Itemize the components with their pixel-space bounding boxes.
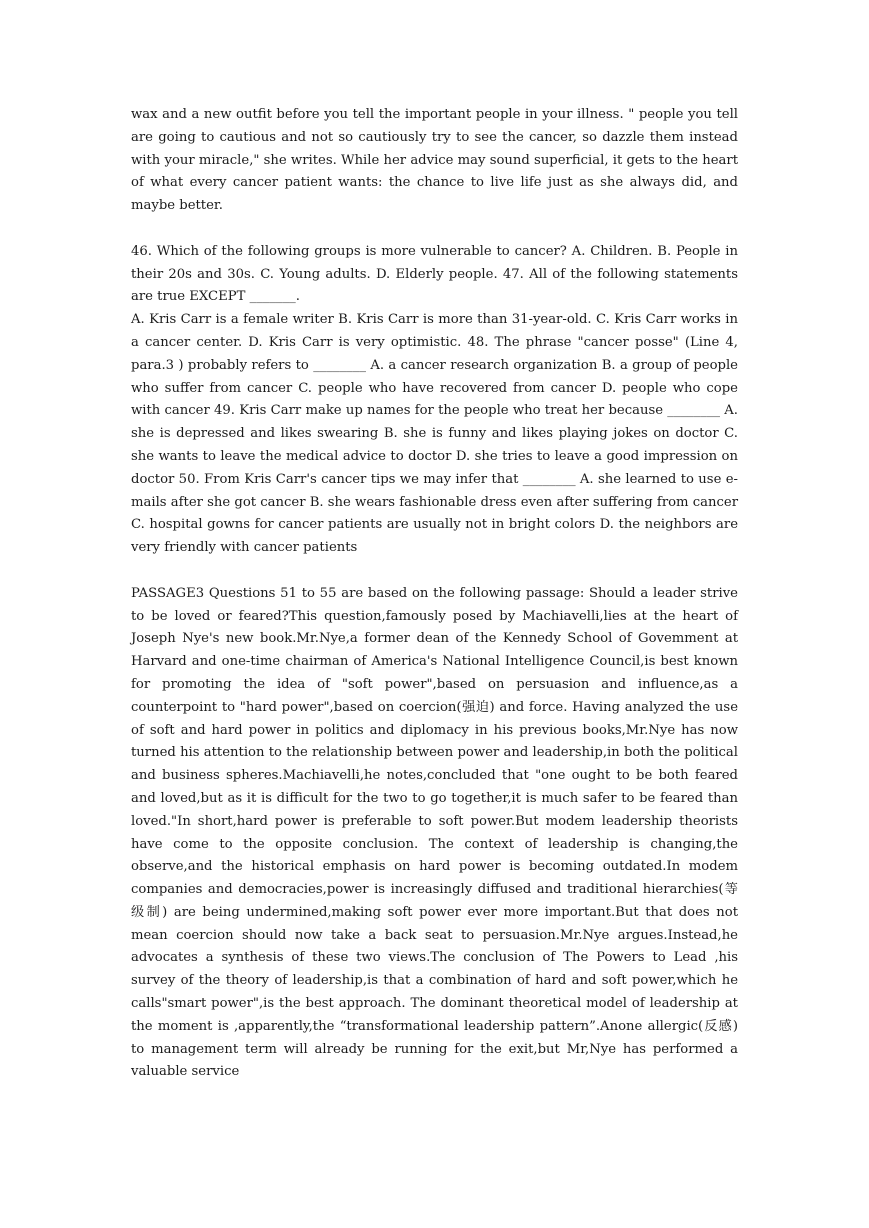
questions-options-paragraph: A. Kris Carr is a female writer B. Kris Carr is more than 31-year-old. C. Kris Carr works in a cancer center. D. Kris Carr is very optimistic. 48. The phrase "cancer posse" (Line 4, para.3 ) probably refers to ________ A. a cancer research organization B. a group of people who suffer from cancer C. people who have recovered from cancer D. people who cope with cancer 49. Kris Carr make up names for the people who treat her because ________ A. she is depressed and likes swearing B. she is funny and likes playing jokes on doctor C. she wants to leave the medical advice to doctor D. she tries to leave a good impression on doctor 50. From Kris Carr's cancer tips we may infer that ________ A. she learned to use e-mails after she got cancer B. she wears fashionable dress even after suffering from cancer C. hospital gowns for cancer patients are usually not in bright colors D. the neighbors are very friendly with cancer patients [131,312,738,556]
passage3-paragraph: PASSAGE3 Questions 51 to 55 are based on the following passage: Should a leader strive to be loved or feared?This question,famously posed by Machiavelli,lies at the heart of Joseph Nye's new book.Mr.Nye,a former dean of the Kennedy School of Govemment at Harvard and one-time chairman of America's National Intelligence Council,is best known for promoting the idea of "soft power",based on persuasion and influence,as a counterpoint to "hard power",based on coercion(强迫) and force. Having analyzed the use of soft and hard power in politics and diplomacy in his previous books,Mr.Nye has now turned his attention to the relationship between power and leadership,in both the political and business spheres.Machiavelli,he notes,concluded that "one ought to be both feared and loved,but as it is difficult for the two to go together,it is much safer to be feared than loved."In short,hard power is preferable to soft power.But modem leadership theorists have come to the opposite conclusion. The context of leadership is changing,the observe,and the historical emphasis on hard power is becoming outdated.In modem companies and democracies,power is increasingly diffused and traditional hierarchies(等级制) are being undermined,making soft power ever more important.But that does not mean coercion should now take a back seat to persuasion.Mr.Nye argues.Instead,he advocates a synthesis of these two views.The conclusion of The Powers to Lead ,his survey of the theory of leadership,is that a combination of hard and soft power,which he calls"smart power",is the best approach. The dominant theoretical model of leadership at the moment is ,apparently,the “transformational leadership pattern”.Anone allergic(反感) to management term will already be running for the exit,but Mr,Nye has performed a valuable service [131,585,738,1080]
document-body [131,104,738,1084]
paragraph-gap [131,560,738,583]
passage-paragraph: wax and a new outfit before you tell the important people in your illness. " people you tell are going to cautious and not so cautiously try to see the cancer, so dazzle them instead with your miracle," she writes. While her advice may sound superficial, it gets to the heart of what every cancer patient wants: the chance to live life just as she always did, and maybe better. [131,107,738,214]
paragraph-gap [131,218,738,241]
questions-paragraph: 46. Which of the following groups is more vulnerable to cancer? A. Children. B. People in their 20s and 30s. C. Young adults. D. Elderly people. 47. All of the following statements are true EXCEPT _______. [131,243,738,305]
